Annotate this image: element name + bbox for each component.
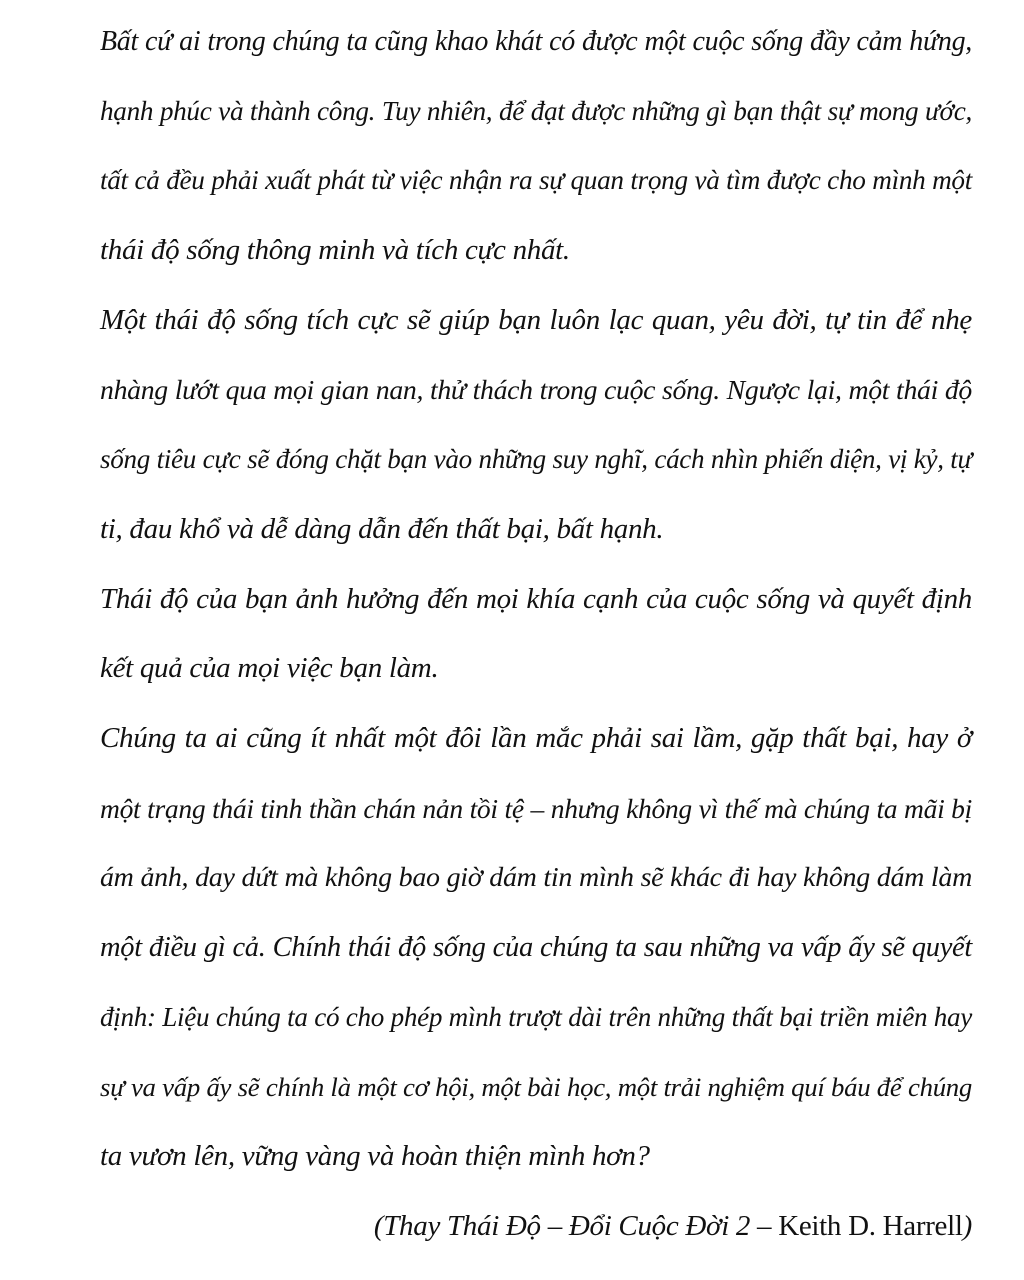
paragraph-1: [38, 7, 972, 286]
text-line: nhàng lướt qua mọi gian nan, thử thách trong cuộc sống. Ngược lại, một thái độ: [100, 374, 972, 406]
text-line: sự va vấp ấy sẽ chính là một cơ hội, một bài học, một trải nghiệm quí báu để chúng: [100, 1071, 972, 1102]
text-line: một điều gì cả. Chính thái độ sống của chúng ta sau những va vấp ấy sẽ quyết: [100, 932, 972, 964]
paragraph-2: [38, 286, 972, 565]
text-line: tất cả đều phải xuất phát từ việc nhận ra sự quan trọng và tìm được cho mình một: [100, 165, 972, 196]
paragraph-3: [38, 565, 972, 704]
source-close: ): [962, 1209, 972, 1242]
text-line: Bất cứ ai trong chúng ta cũng khao khát có được một cuộc sống đầy cảm hứng,: [100, 26, 972, 57]
source-author: Keith D. Harrell: [778, 1209, 963, 1242]
source-citation: [38, 1192, 972, 1262]
text-line: định: Liệu chúng ta có cho phép mình trượt dài trên những thất bại triền miên hay: [100, 1001, 972, 1032]
document-body: [38, 0, 972, 1262]
text-line: ti, đau khổ và dễ dàng dẫn đến thất bại, bất hạnh.: [100, 512, 664, 545]
paragraph-4: [38, 704, 972, 1192]
text-line: Một thái độ sống tích cực sẽ giúp bạn luôn lạc quan, yêu đời, tự tin để nhẹ: [100, 303, 972, 336]
text-line: Thái độ của bạn ảnh hưởng đến mọi khía cạnh của cuộc sống và quyết định: [100, 582, 972, 615]
text-line: kết quả của mọi việc bạn làm.: [100, 652, 439, 685]
text-line: một trạng thái tinh thần chán nản tồi tệ – nhưng không vì thế mà chúng ta mãi bị: [100, 792, 972, 824]
source-title: (Thay Thái Độ – Đổi Cuộc Đời 2 –: [373, 1209, 779, 1242]
text-line: ám ảnh, day dứt mà không bao giờ dám tin mình sẽ khác đi hay không dám làm: [100, 862, 972, 894]
text-line: ta vươn lên, vững vàng và hoàn thiện mình hơn?: [100, 1140, 650, 1173]
text-line: hạnh phúc và thành công. Tuy nhiên, để đạt được những gì bạn thật sự mong ước,: [100, 95, 972, 126]
text-line: thái độ sống thông minh và tích cực nhất.: [100, 234, 570, 267]
text-line: sống tiêu cực sẽ đóng chặt bạn vào những suy nghĩ, cách nhìn phiến diện, vị kỷ, tự: [100, 444, 972, 475]
text-line: Chúng ta ai cũng ít nhất một đôi lần mắc phải sai lầm, gặp thất bại, hay ở: [100, 722, 972, 755]
